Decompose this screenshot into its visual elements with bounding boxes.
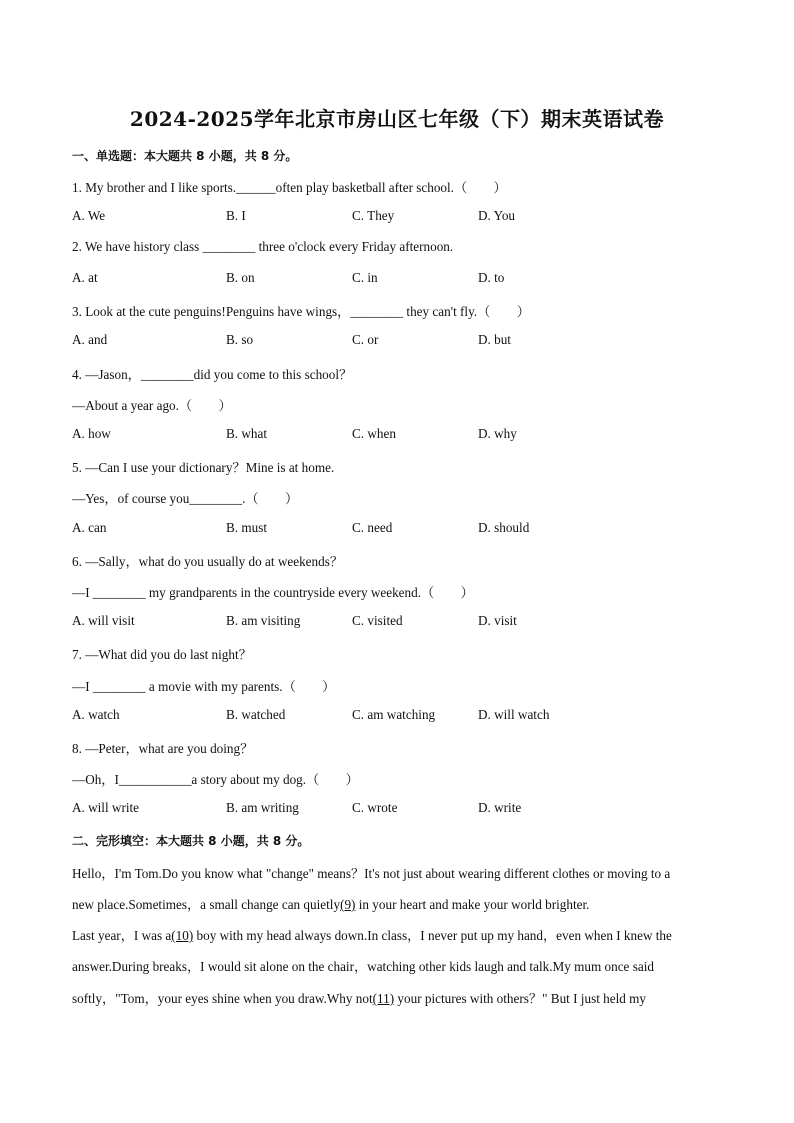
passage-text: your pictures with others？" But I just held my: [394, 991, 647, 1006]
q6-option-c: C. visited: [352, 613, 403, 628]
q1-option-c: C. They: [352, 208, 395, 223]
q7-option-c: C. am watching: [352, 707, 436, 722]
q4-option-a: A. how: [72, 426, 111, 441]
q8-option-a: A. will write: [72, 800, 140, 815]
passage-line: [72, 925, 712, 944]
question-5: 5. —Can I use your dictionary？Mine is at home.: [72, 460, 335, 475]
q3-option-c: C. or: [352, 332, 379, 347]
question-7-reply: —I ________ a movie with my parents.（ ）: [72, 679, 336, 694]
passage-text: boy with my head always down.In class，I never put up my hand，even when I knew the: [193, 928, 672, 943]
passage-text: Last year，I was a: [72, 928, 172, 943]
q7-option-b: B. watched: [226, 707, 286, 722]
section-heading-single-choice: 一、单选题：本大题共 8 小题，共 8 分。: [72, 149, 298, 163]
q5-option-d: D. should: [478, 520, 530, 535]
q8-option-d: D. write: [478, 800, 522, 815]
q2-option-a: A. at: [72, 270, 98, 285]
passage-text: in your heart and make your world brighter.: [355, 897, 590, 912]
q5-option-b: B. must: [226, 520, 268, 535]
q1-option-a: A. We: [72, 208, 106, 223]
q7-option-d: D. will watch: [478, 707, 550, 722]
q8-option-c: C. wrote: [352, 800, 398, 815]
question-5-reply: —Yes，of course you________.（ ）: [72, 491, 299, 506]
question-2: 2. We have history class ________ three o'clock every Friday afternoon.: [72, 239, 454, 254]
cloze-blank-11: (11): [372, 991, 395, 1006]
q7-option-a: A. watch: [72, 707, 120, 722]
cloze-blank-9: (9): [340, 897, 356, 912]
question-4-reply: —About a year ago.（ ）: [72, 398, 232, 413]
question-8-reply: —Oh，I___________a story about my dog.（ ）: [72, 772, 359, 787]
q2-option-d: D. to: [478, 270, 505, 285]
q3-option-d: D. but: [478, 332, 511, 347]
q4-option-c: C. when: [352, 426, 396, 441]
question-4: 4. —Jason，________did you come to this school？: [72, 367, 353, 382]
passage-text: softly，"Tom，your eyes shine when you draw.Why not: [72, 991, 373, 1006]
cloze-blank-10: (10): [171, 928, 194, 943]
question-7: 7. —What did you do last night？: [72, 647, 252, 662]
passage-line: answer.During breaks，I would sit alone on the chair，watching other kids laugh and talk.My mum once said: [72, 959, 654, 974]
question-1: 1. My brother and I like sports.______often play basketball after school.（ ）: [72, 180, 507, 195]
q6-option-d: D. visit: [478, 613, 517, 628]
q6-option-a: A. will visit: [72, 613, 135, 628]
q4-option-b: B. what: [226, 426, 268, 441]
q3-option-b: B. so: [226, 332, 254, 347]
passage-text: new place.Sometimes，a small change can quietly: [72, 897, 341, 912]
q5-option-a: A. can: [72, 520, 107, 535]
q1-option-d: D. You: [478, 208, 516, 223]
q8-option-b: B. am writing: [226, 800, 299, 815]
q5-option-c: C. need: [352, 520, 393, 535]
q3-option-a: A. and: [72, 332, 108, 347]
q1-option-b: B. I: [226, 208, 246, 223]
q2-option-b: B. on: [226, 270, 255, 285]
question-6: 6. —Sally，what do you usually do at weekends？: [72, 554, 344, 569]
q2-option-c: C. in: [352, 270, 378, 285]
exam-title: 2024-2025学年北京市房山区七年级（下）期末英语试卷: [129, 107, 665, 131]
q4-option-d: D. why: [478, 426, 517, 441]
question-6-reply: —I ________ my grandparents in the countryside every weekend.（ ）: [72, 585, 474, 600]
question-3: 3. Look at the cute penguins!Penguins have wings，________ they can't fly.（ ）: [72, 304, 530, 319]
question-8: 8. —Peter，what are you doing？: [72, 741, 254, 756]
passage-line: [72, 894, 712, 913]
section-heading-cloze: 二、完形填空：本大题共 8 小题，共 8 分。: [72, 834, 310, 848]
passage-line: [72, 988, 712, 1007]
passage-line: Hello，I'm Tom.Do you know what "change" means？It's not just about wearing different clothes or moving to a: [72, 866, 671, 881]
q6-option-b: B. am visiting: [226, 613, 301, 628]
